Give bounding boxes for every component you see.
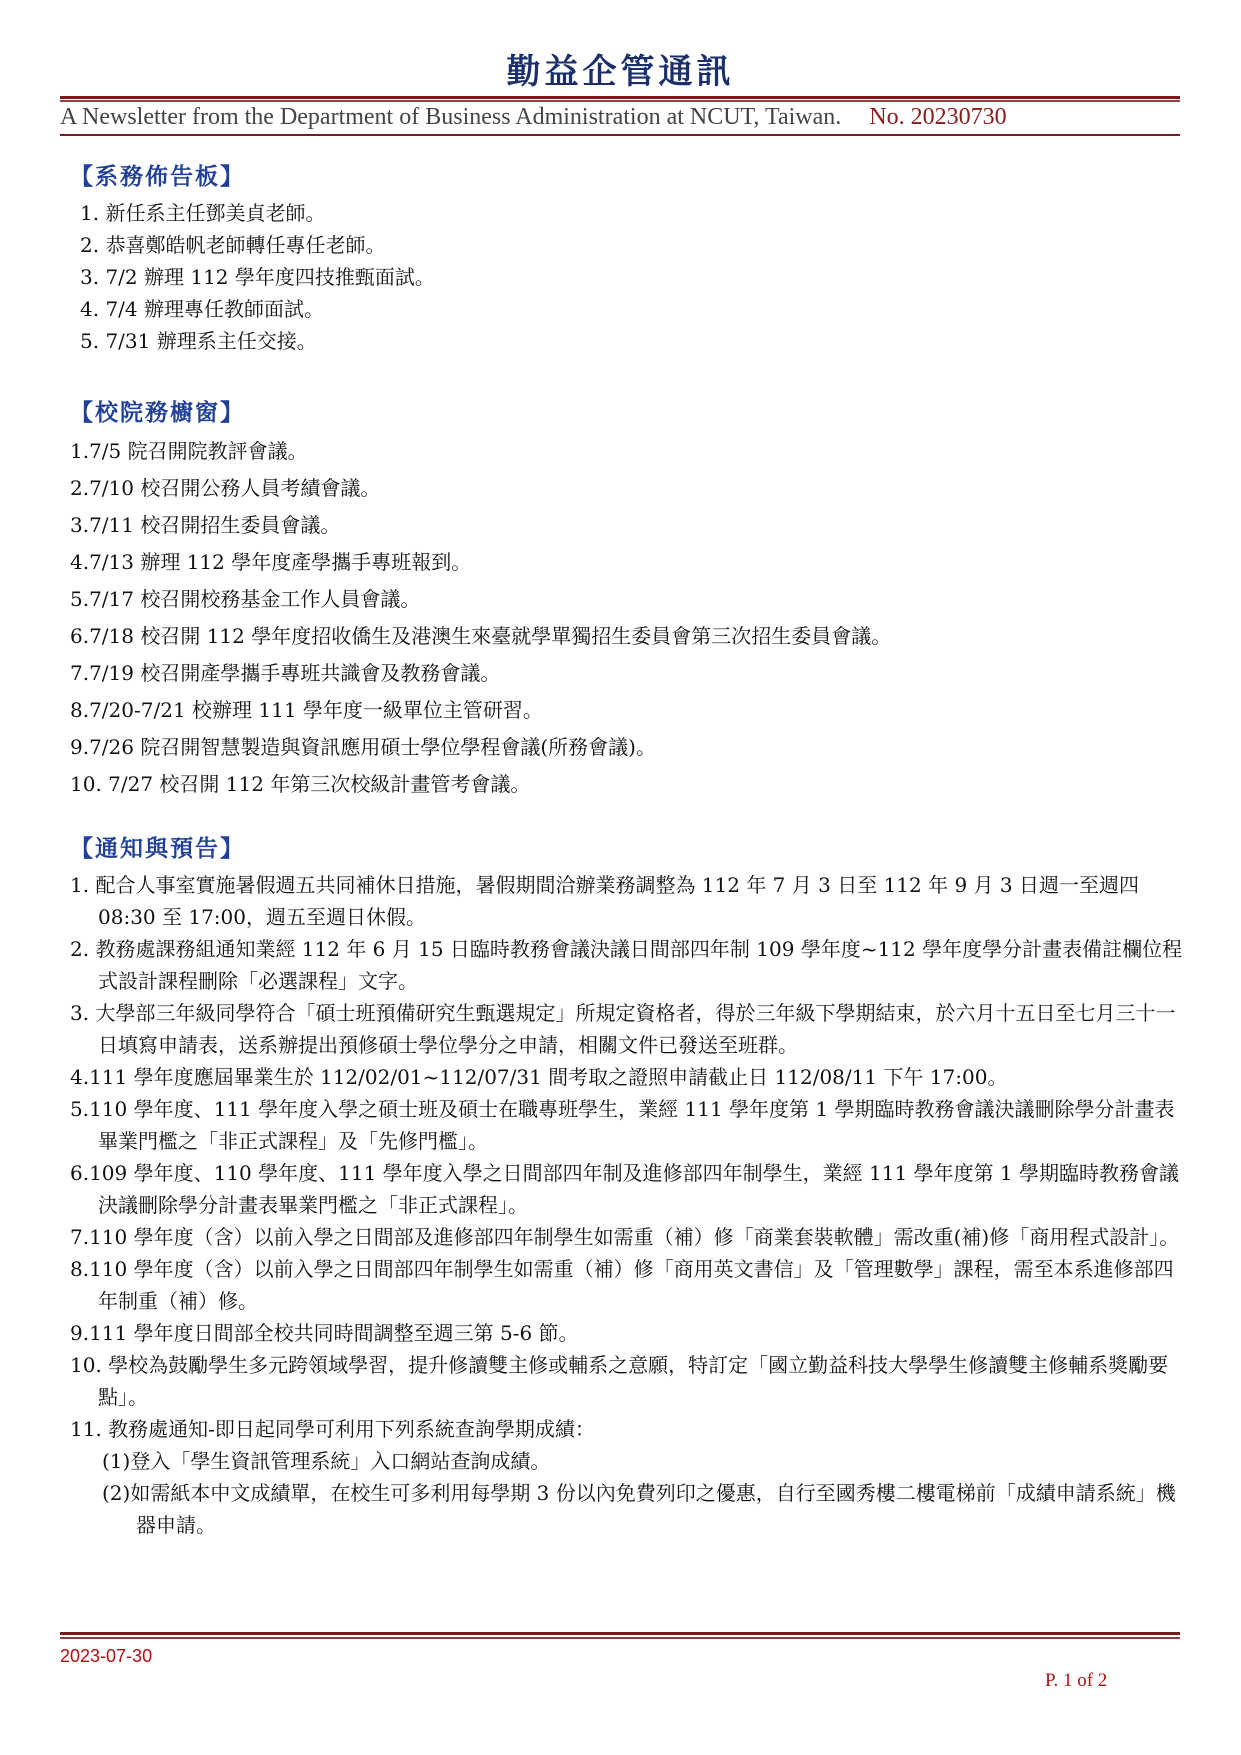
list-item: 10. 學校為鼓勵學生多元跨領域學習，提升修讀雙主修或輔系之意願，特訂定「國立勤益科技大學學生修讀雙主修輔系獎勵要點」。	[70, 1353, 1169, 1409]
list-item: 5. 7/31 辦理系主任交接。	[80, 329, 317, 353]
subtitle-rule	[60, 134, 1180, 136]
department-board-list	[70, 197, 1190, 357]
section-heading: 【系務佈告板】	[70, 164, 245, 190]
newsletter-title: 勤益企管通訊	[506, 52, 735, 92]
list-item: 5.7/17 校召開校務基金工作人員會議。	[70, 587, 421, 611]
section-heading: 【通知與預告】	[70, 836, 245, 862]
header-rule-thin	[60, 100, 1180, 102]
list-item: 8.7/20-7/21 校辦理 111 學年度一級單位主管研習。	[70, 698, 543, 722]
list-item: 4.7/13 辦理 112 學年度產學攜手專班報到。	[70, 550, 472, 574]
list-item: 2. 教務處課務組通知業經 112 年 6 月 15 日臨時教務會議決議日間部四年制 109 學年度~112 學年度學分計畫表備註欄位程式設計課程刪除「必選課程」文字。	[70, 937, 1183, 993]
list-item: 9.111 學年度日間部全校共同時間調整至週三第 5-6 節。	[70, 1321, 579, 1345]
department-board-section	[70, 158, 1190, 357]
list-item: 2.7/10 校召開公務人員考績會議。	[70, 476, 381, 500]
list-item: 3.7/11 校召開招生委員會議。	[70, 513, 341, 537]
list-item: 1. 配合人事室實施暑假週五共同補休日措施，暑假期間洽辦業務調整為 112 年 7 月 3 日至 112 年 9 月 3 日週一至週四 08:30 至 17:00，週五至週日休假。	[70, 873, 1139, 929]
list-item: 1.7/5 院召開院教評會議。	[70, 439, 308, 463]
campus-window-list	[70, 433, 1190, 803]
list-item: 5.110 學年度、111 學年度入學之碩士班及碩士在職專班學生，業經 111 學年度第 1 學期臨時教務會議決議刪除學分計畫表畢業門檻之「非正式課程」及「先修門檻」。	[70, 1097, 1175, 1153]
header-rule	[60, 96, 1180, 99]
notices-list	[70, 869, 1190, 1541]
list-item: 7.7/19 校召開產學攜手專班共識會及教務會議。	[70, 661, 501, 685]
list-item: 1. 新任系主任鄧美貞老師。	[80, 201, 326, 225]
list-subitem: (1)登入「學生資訊管理系統」入口網站查詢成績。	[102, 1449, 551, 1473]
list-item: 11. 教務處通知-即日起同學可利用下列系統查詢學期成績：	[70, 1417, 595, 1441]
section-heading: 【校院務櫥窗】	[70, 400, 245, 426]
page-number: P. 1 of 2	[1045, 1670, 1108, 1691]
footer-rule	[60, 1632, 1180, 1635]
list-item: 8.110 學年度（含）以前入學之日間部四年制學生如需重（補）修「商用英文書信」及「管理數學」課程，需至本系進修部四年制重（補）修。	[70, 1257, 1174, 1313]
issue-number: No. 20230730	[869, 104, 1007, 130]
newsletter-subtitle-bar	[60, 104, 1180, 134]
list-item: 3. 大學部三年級同學符合「碩士班預備研究生甄選規定」所規定資格者，得於三年級下學期結束，於六月十五日至七月三十一日填寫申請表，送系辦提出預修碩士學位學分之申請，相關文件已發送至班群。	[70, 1001, 1176, 1057]
notices-section	[70, 830, 1190, 1541]
list-item: 6.7/18 校召開 112 學年度招收僑生及港澳生來臺就學單獨招生委員會第三次招生委員會議。	[70, 624, 892, 648]
list-item: 3. 7/2 辦理 112 學年度四技推甄面試。	[80, 265, 435, 289]
list-item: 2. 恭喜鄭皓帆老師轉任專任老師。	[80, 233, 386, 257]
list-item: 7.110 學年度（含）以前入學之日間部及進修部四年制學生如需重（補）修「商業套裝軟體」需改重(補)修「商用程式設計」。	[70, 1225, 1180, 1249]
list-subitem: (2)如需紙本中文成績單，在校生可多利用每學期 3 份以內免費列印之優惠，自行至國秀樓二樓電梯前「成績申請系統」機器申請。	[102, 1481, 1176, 1537]
footer-date: 2023-07-30	[60, 1646, 153, 1666]
list-item: 6.109 學年度、110 學年度、111 學年度入學之日間部四年制及進修部四年制學生，業經 111 學年度第 1 學期臨時教務會議決議刪除學分計畫表畢業門檻之「非正式課程」。	[70, 1161, 1180, 1217]
list-item: 4.111 學年度應屆畢業生於 112/02/01~112/07/31 間考取之證照申請截止日 112/08/11 下午 17:00。	[70, 1065, 1008, 1089]
list-item: 4. 7/4 辦理專任教師面試。	[80, 297, 324, 321]
footer-rule-thin	[60, 1637, 1180, 1639]
campus-window-section	[70, 394, 1190, 803]
newsletter-subtitle: A Newsletter from the Department of Business Administration at NCUT, Taiwan.	[60, 104, 842, 130]
list-item: 9.7/26 院召開智慧製造與資訊應用碩士學位學程會議(所務會議)。	[70, 735, 656, 759]
list-item: 10. 7/27 校召開 112 年第三次校級計畫管考會議。	[70, 772, 531, 796]
